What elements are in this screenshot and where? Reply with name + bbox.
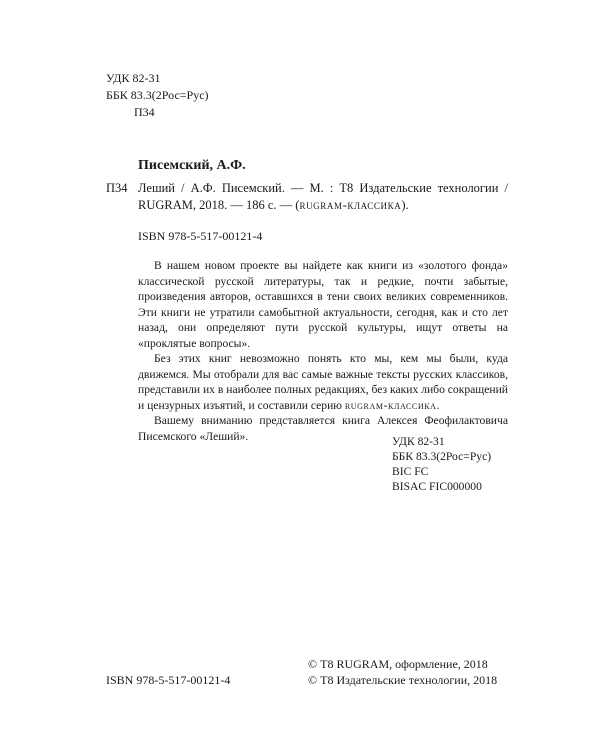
isbn-main: ISBN 978-5-517-00121-4	[138, 229, 263, 243]
description-main: Леший / А.Ф. Писемский. — М. : Т8 Издательские технологии / RUGRAM, 2018. — 186 с. — (	[138, 181, 508, 212]
annotation-paragraph-3: Вашему вниманию представляется книга Алексея Феофилактовича Писемского «Леший».	[138, 414, 508, 443]
annotation-p2-end: .	[436, 398, 440, 412]
isbn-bottom: ISBN 978-5-517-00121-4	[106, 673, 231, 687]
bibliographic-description	[138, 180, 508, 214]
author-mark-left: П34	[106, 181, 128, 195]
bisac-code: BISAC FIC000000	[392, 480, 482, 493]
series-name: rugram-классика	[299, 198, 402, 212]
annotation-paragraph-2	[138, 351, 508, 413]
udk-code-right: УДК 82-31	[392, 435, 445, 448]
description-end: ).	[401, 198, 409, 212]
author-heading: Писемский, А.Ф.	[138, 158, 246, 173]
udk-code: УДК 82-31	[106, 71, 161, 85]
copyright-line-1: © Т8 RUGRAM, оформление, 2018	[308, 657, 488, 671]
annotation	[138, 258, 508, 444]
annotation-series-name: rugram-классика	[344, 398, 437, 412]
right-classification-codes	[392, 434, 491, 494]
copyright-line-2: © Т8 Издательские технологии, 2018	[308, 673, 498, 687]
top-classification-codes	[106, 70, 209, 121]
bbk-code-right: ББК 83.3(2Рос=Рус)	[392, 450, 492, 463]
copyright-block	[308, 656, 497, 688]
bbk-code: ББК 83.3(2Рос=Рус)	[106, 88, 209, 102]
bic-code: BIC FC	[392, 465, 429, 478]
author-mark: П34	[134, 105, 155, 119]
annotation-p2-main: Без этих книг невозможно понять кто мы, кем мы были, куда движемся. Мы отобрали для вас самые важные тексты русских классиков, представили их в наиболее полных редакциях, без каких либо сокращений и цензурных изъятий, и составили серию	[138, 352, 508, 412]
annotation-paragraph-1: В нашем новом проекте вы найдете как книги из «золотого фонда» классической русской литературы, так и редкие, почти забытые, произведения авторов, оставшихся в тени своих великих современников. Эти книги не утратили самобытной актуальности, сегодня, как и сто лет назад, они определяют пути русской культуры, ищут ответы на «проклятые вопросы».	[138, 259, 508, 350]
